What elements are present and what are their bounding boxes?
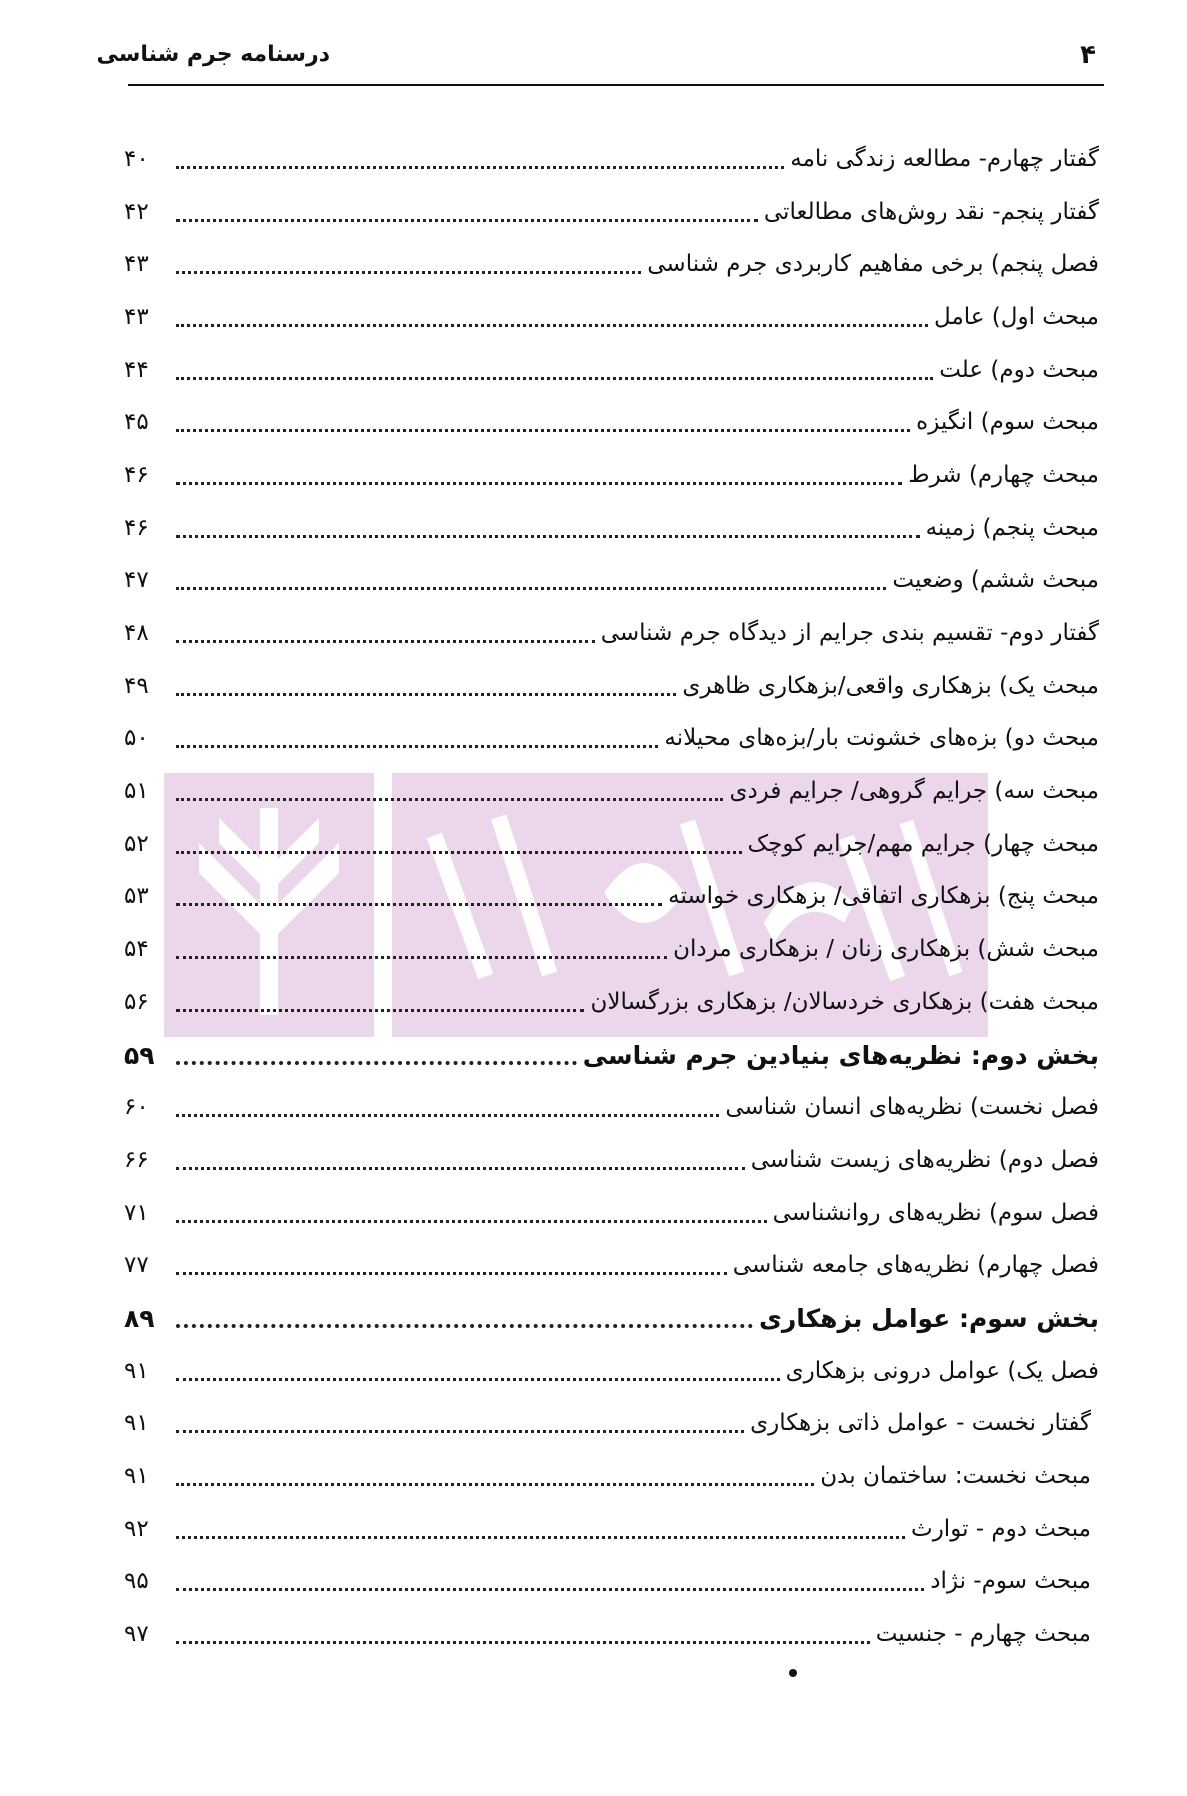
toc-leader-dots <box>176 640 595 643</box>
toc-item-title: مبحث دو) بزه‌های خشونت بار/بزه‌های محیلانه <box>664 725 1099 752</box>
toc-item-page: ۷۷ <box>124 1252 149 1279</box>
toc-item-title: مبحث چهارم) شرط <box>908 461 1099 488</box>
toc-leader-dots <box>176 429 910 432</box>
toc-item-title: مبحث چهار) جرایم مهم/جرایم کوچک <box>747 830 1099 857</box>
toc-item-page: ۵۳ <box>124 883 149 910</box>
toc-item-page: ۵۱ <box>124 778 149 805</box>
toc-item-91c <box>124 1450 1099 1503</box>
toc-leader-dots <box>176 1272 727 1275</box>
ink-dot <box>789 1669 797 1677</box>
toc-item-title: فصل چهارم) نظریه‌های جامعه شناسی <box>732 1252 1099 1279</box>
toc-item-title: فصل پنجم) برخی مفاهیم کاربردی جرم شناسی <box>647 251 1099 278</box>
toc-section-title: بخش سوم: عوامل بزهکاری <box>758 1303 1099 1333</box>
toc-item-title: گفتار پنجم- نقد روش‌های مطالعاتی <box>763 198 1099 225</box>
toc-leader-dots <box>176 166 784 169</box>
toc-leader-dots <box>176 1324 753 1328</box>
toc-item-42 <box>124 186 1099 239</box>
toc-leader-dots <box>176 1378 780 1381</box>
toc-item-52 <box>124 818 1099 871</box>
toc-leader-dots <box>176 1061 577 1065</box>
toc-item-53 <box>124 871 1099 924</box>
toc-leader-dots <box>176 693 676 696</box>
toc-item-48 <box>124 607 1099 660</box>
toc-item-page: ۴۳ <box>124 251 149 278</box>
toc-leader-dots <box>176 851 742 854</box>
toc-item-49 <box>124 660 1099 713</box>
toc-item-title: مبحث ششم) وضعیت <box>892 567 1099 594</box>
toc-item-page: ۴۹ <box>124 672 149 699</box>
toc-leader-dots <box>176 1167 745 1170</box>
book-title: درسنامه جرم شناسی <box>96 42 330 67</box>
toc-leader-dots <box>176 587 886 590</box>
toc-item-page: ۶۰ <box>124 1094 149 1121</box>
toc-item-77 <box>124 1239 1099 1292</box>
toc-item-page: ۴۳ <box>124 303 149 330</box>
toc-item-97 <box>124 1608 1099 1661</box>
toc-item-title: مبحث نخست: ساختمان بدن <box>820 1463 1091 1490</box>
toc-item-title: مبحث سه) جرایم گروهی/ جرایم فردی <box>729 778 1099 805</box>
toc-item-50 <box>124 713 1099 766</box>
toc-section-page: ۸۹ <box>124 1303 155 1333</box>
toc-item-title: مبحث هفت) بزهکاری خردسالان/ بزهکاری بزرگسالان <box>590 988 1099 1015</box>
toc-item-page: ۴۸ <box>124 620 149 647</box>
toc-item-page: ۹۱ <box>124 1410 149 1437</box>
toc-item-title: فصل دوم) نظریه‌های زیست شناسی <box>750 1146 1099 1173</box>
toc-leader-dots <box>176 1009 584 1012</box>
toc-item-page: ۹۱ <box>124 1463 149 1490</box>
toc-item-71 <box>124 1187 1099 1240</box>
toc-item-page: ۵۶ <box>124 988 149 1015</box>
toc-item-91a <box>124 1345 1099 1398</box>
toc-item-page: ۵۴ <box>124 936 149 963</box>
toc-section-part-three <box>124 1292 1099 1345</box>
toc-leader-dots <box>176 324 928 327</box>
toc-item-51 <box>124 765 1099 818</box>
toc-item-title: مبحث سوم- نژاد <box>930 1568 1091 1595</box>
toc-item-page: ۴۲ <box>124 198 149 225</box>
toc-leader-dots <box>176 1588 924 1591</box>
toc-item-page: ۷۱ <box>124 1199 149 1226</box>
toc-leader-dots <box>176 377 933 380</box>
toc-item-92 <box>124 1503 1099 1556</box>
toc-item-title: مبحث چهارم - جنسیت <box>875 1621 1091 1648</box>
page-header <box>96 38 1104 86</box>
toc-item-title: مبحث دوم) علت <box>939 356 1099 383</box>
toc-leader-dots <box>176 271 641 274</box>
toc-item-40 <box>124 133 1099 186</box>
toc-item-page: ۶۶ <box>124 1146 149 1173</box>
toc-section-part-two <box>124 1029 1099 1082</box>
toc-item-page: ۹۷ <box>124 1621 149 1648</box>
toc-item-54 <box>124 923 1099 976</box>
toc-item-page: ۴۶ <box>124 461 149 488</box>
table-of-contents <box>124 133 1099 1661</box>
page-number: ۴ <box>1080 40 1096 70</box>
toc-leader-dots <box>176 798 723 801</box>
toc-leader-dots <box>176 956 667 959</box>
toc-item-43b <box>124 291 1099 344</box>
toc-item-title: مبحث پنج) بزهکاری اتفاقی/ بزهکاری خواسته <box>668 883 1099 910</box>
toc-item-66 <box>124 1134 1099 1187</box>
toc-item-46b <box>124 502 1099 555</box>
toc-item-page: ۴۰ <box>124 145 149 172</box>
toc-item-44 <box>124 344 1099 397</box>
toc-item-page: ۴۷ <box>124 567 149 594</box>
toc-item-title: فصل سوم) نظریه‌های روانشناسی <box>772 1199 1099 1226</box>
toc-item-title: مبحث پنجم) زمینه <box>925 514 1099 541</box>
toc-item-46a <box>124 449 1099 502</box>
toc-leader-dots <box>176 1641 870 1644</box>
toc-item-title: مبحث شش) بزهکاری زنان / بزهکاری مردان <box>673 936 1099 963</box>
toc-leader-dots <box>176 482 902 485</box>
toc-item-title: فصل یک) عوامل درونی بزهکاری <box>785 1357 1099 1384</box>
toc-item-page: ۵۲ <box>124 830 149 857</box>
toc-leader-dots <box>176 1430 744 1433</box>
toc-item-56 <box>124 976 1099 1029</box>
toc-item-page: ۹۱ <box>124 1357 149 1384</box>
toc-item-title: مبحث سوم) انگیزه <box>916 409 1099 436</box>
toc-item-title: گفتار چهارم- مطالعه زندگی نامه <box>790 145 1099 172</box>
toc-item-page: ۹۵ <box>124 1568 149 1595</box>
toc-item-91b <box>124 1398 1099 1451</box>
toc-item-title: مبحث یک) بزهکاری واقعی/بزهکاری ظاهری <box>682 672 1099 699</box>
toc-item-page: ۹۲ <box>124 1515 149 1542</box>
toc-item-47 <box>124 555 1099 608</box>
toc-item-page: ۴۴ <box>124 356 149 383</box>
toc-item-page: ۵۰ <box>124 725 149 752</box>
toc-leader-dots <box>176 903 662 906</box>
toc-leader-dots <box>176 535 920 538</box>
toc-item-page: ۴۵ <box>124 409 149 436</box>
toc-section-title: بخش دوم: نظریه‌های بنیادین جرم شناسی <box>582 1040 1099 1070</box>
toc-item-page: ۴۶ <box>124 514 149 541</box>
toc-item-43a <box>124 238 1099 291</box>
toc-leader-dots <box>176 1220 767 1223</box>
toc-item-title: گفتار دوم- تقسیم بندی جرایم از دیدگاه جرم شناسی <box>600 620 1099 647</box>
toc-leader-dots <box>176 219 758 222</box>
toc-section-page: ۵۹ <box>124 1040 155 1070</box>
toc-item-title: مبحث دوم - توارث <box>911 1515 1091 1542</box>
toc-leader-dots <box>176 1536 905 1539</box>
toc-item-95 <box>124 1556 1099 1609</box>
toc-item-title: گفتار نخست - عوامل ذاتی بزهکاری <box>750 1410 1091 1437</box>
toc-item-60 <box>124 1081 1099 1134</box>
toc-item-45 <box>124 396 1099 449</box>
toc-item-title: مبحث اول) عامل <box>934 303 1099 330</box>
toc-leader-dots <box>176 1114 719 1117</box>
toc-leader-dots <box>176 745 658 748</box>
toc-item-title: فصل نخست) نظریه‌های انسان شناسی <box>725 1094 1099 1121</box>
toc-leader-dots <box>176 1483 814 1486</box>
